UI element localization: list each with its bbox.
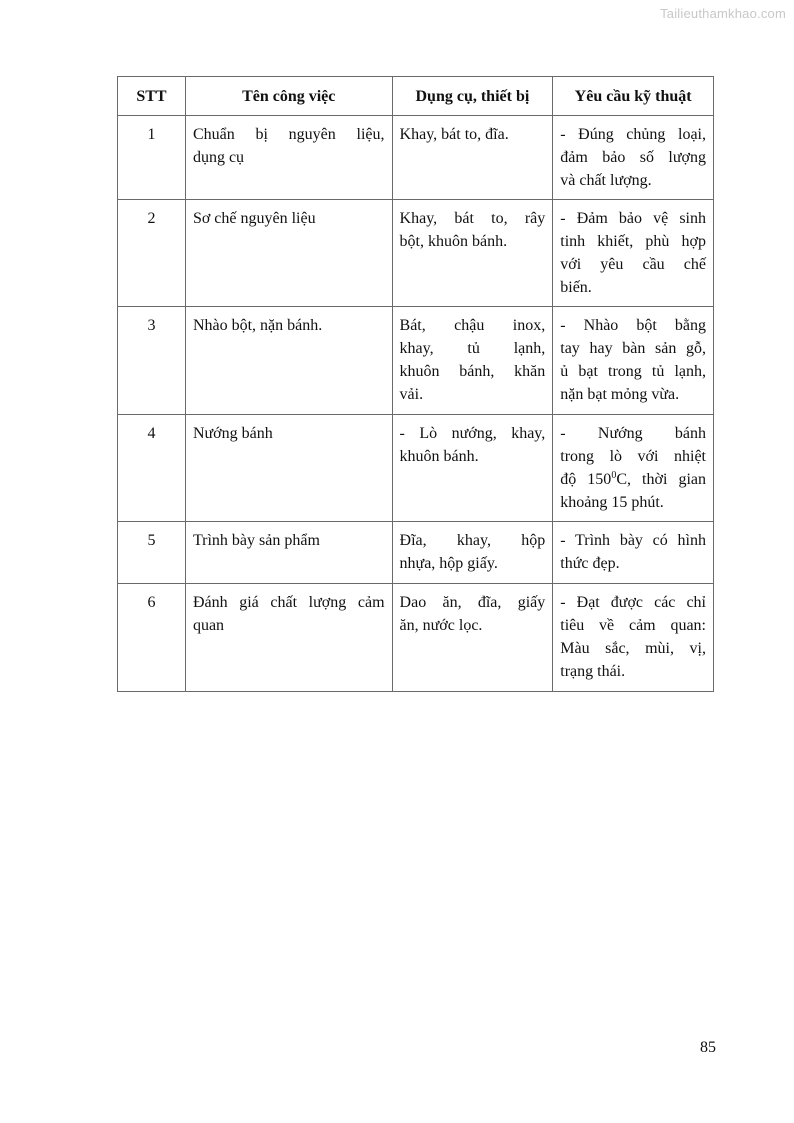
cell-stt: 6 xyxy=(118,584,186,692)
text-line: bột, khuôn bánh. xyxy=(399,233,508,250)
cell-requirements xyxy=(553,522,714,584)
cell-tools xyxy=(392,584,553,692)
text-line: Bát, chậu inox, xyxy=(399,317,546,334)
text-line: - Lò nướng, khay, xyxy=(399,425,546,442)
cell-tools xyxy=(392,415,553,522)
cell-stt: 3 xyxy=(118,307,186,415)
text-line: Nhào bột, nặn bánh. xyxy=(192,317,323,334)
cell-tools xyxy=(392,200,553,307)
table-header-row xyxy=(118,77,714,116)
cell-task xyxy=(185,307,392,415)
text-line: khay, tủ lạnh, xyxy=(399,340,546,357)
text-line: dụng cụ xyxy=(192,149,245,166)
text-line: khuôn bánh. xyxy=(399,448,479,465)
text-line: nhựa, hộp giấy. xyxy=(399,555,498,572)
text-line: Trình bày sản phẩm xyxy=(192,532,320,549)
work-steps-table xyxy=(117,76,714,692)
cell-stt: 4 xyxy=(118,415,186,522)
header-requirements: Yêu cầu kỹ thuật xyxy=(553,77,714,116)
header-tools: Dụng cụ, thiết bị xyxy=(392,77,553,116)
text-line: ăn, nước lọc. xyxy=(399,617,483,634)
text-line: - Trình bày có hình xyxy=(560,532,706,549)
page-number: 85 xyxy=(700,1039,716,1056)
text-line: biến. xyxy=(560,279,592,296)
cell-stt: 1 xyxy=(118,116,186,200)
text-line: thức đẹp. xyxy=(560,555,620,572)
table-row xyxy=(118,116,714,200)
text-line: nặn bạt mỏng vừa. xyxy=(560,386,680,403)
header-task: Tên công việc xyxy=(185,77,392,116)
text-line: tay hay bàn sản gỗ, xyxy=(560,340,706,357)
text-line: vải. xyxy=(399,386,424,403)
text-line: - Đúng chủng loại, xyxy=(560,126,706,143)
cell-tools xyxy=(392,307,553,415)
text-line: khuôn bánh, khăn xyxy=(399,363,546,380)
cell-tools xyxy=(392,522,553,584)
text-line: trong lò với nhiệt xyxy=(560,448,706,465)
cell-requirements xyxy=(553,116,714,200)
text-line: ủ bạt trong tủ lạnh, xyxy=(560,363,706,380)
watermark: Tailieuthamkhao.com xyxy=(660,6,786,21)
cell-requirements xyxy=(553,307,714,415)
cell-task xyxy=(185,584,392,692)
text-line: tinh khiết, phù hợp xyxy=(560,233,706,250)
text-line: và chất lượng. xyxy=(560,172,652,189)
cell-requirements xyxy=(553,584,714,692)
text-line: Nướng bánh xyxy=(192,425,273,442)
temperature-text: độ 150 xyxy=(560,471,612,488)
cell-stt: 5 xyxy=(118,522,186,584)
text-line: Khay, bát to, đĩa. xyxy=(399,126,509,143)
text-line: Sơ chế nguyên liệu xyxy=(192,210,316,227)
text-line: với yêu cầu chế xyxy=(560,256,706,273)
cell-task xyxy=(185,116,392,200)
temperature-rest-text: C, thời gian xyxy=(616,471,706,488)
table-row xyxy=(118,415,714,522)
text-line: - Đạt được các chỉ xyxy=(560,594,706,611)
text-line: - Đảm bảo vệ sinh xyxy=(560,210,706,227)
text-line: Đĩa, khay, hộp xyxy=(399,532,546,549)
header-stt: STT xyxy=(118,77,186,116)
table-row xyxy=(118,200,714,307)
text-line: trạng thái. xyxy=(560,663,626,680)
text-line: Đánh giá chất lượng cảm xyxy=(192,594,385,611)
text-line: Dao ăn, đĩa, giấy xyxy=(399,594,546,611)
cell-tools xyxy=(392,116,553,200)
text-line: khoảng 15 phút. xyxy=(560,494,664,511)
cell-requirements xyxy=(553,415,714,522)
cell-stt: 2 xyxy=(118,200,186,307)
cell-task xyxy=(185,415,392,522)
text-line: tiêu về cảm quan: xyxy=(560,617,706,634)
cell-requirements xyxy=(553,200,714,307)
table-row xyxy=(118,522,714,584)
text-line: quan xyxy=(192,617,225,634)
degree-superscript: 0 xyxy=(611,470,617,481)
text-line xyxy=(560,468,706,491)
text-line: - Nướng bánh xyxy=(560,425,706,442)
text-line: Màu sắc, mùi, vị, xyxy=(560,640,706,657)
cell-task xyxy=(185,200,392,307)
table-row xyxy=(118,584,714,692)
text-line: Chuẩn bị nguyên liệu, xyxy=(192,126,385,143)
cell-task xyxy=(185,522,392,584)
table-row xyxy=(118,307,714,415)
text-line: Khay, bát to, rây xyxy=(399,210,546,227)
text-line: đảm bảo số lượng xyxy=(560,149,706,166)
text-line: - Nhào bột bằng xyxy=(560,317,706,334)
